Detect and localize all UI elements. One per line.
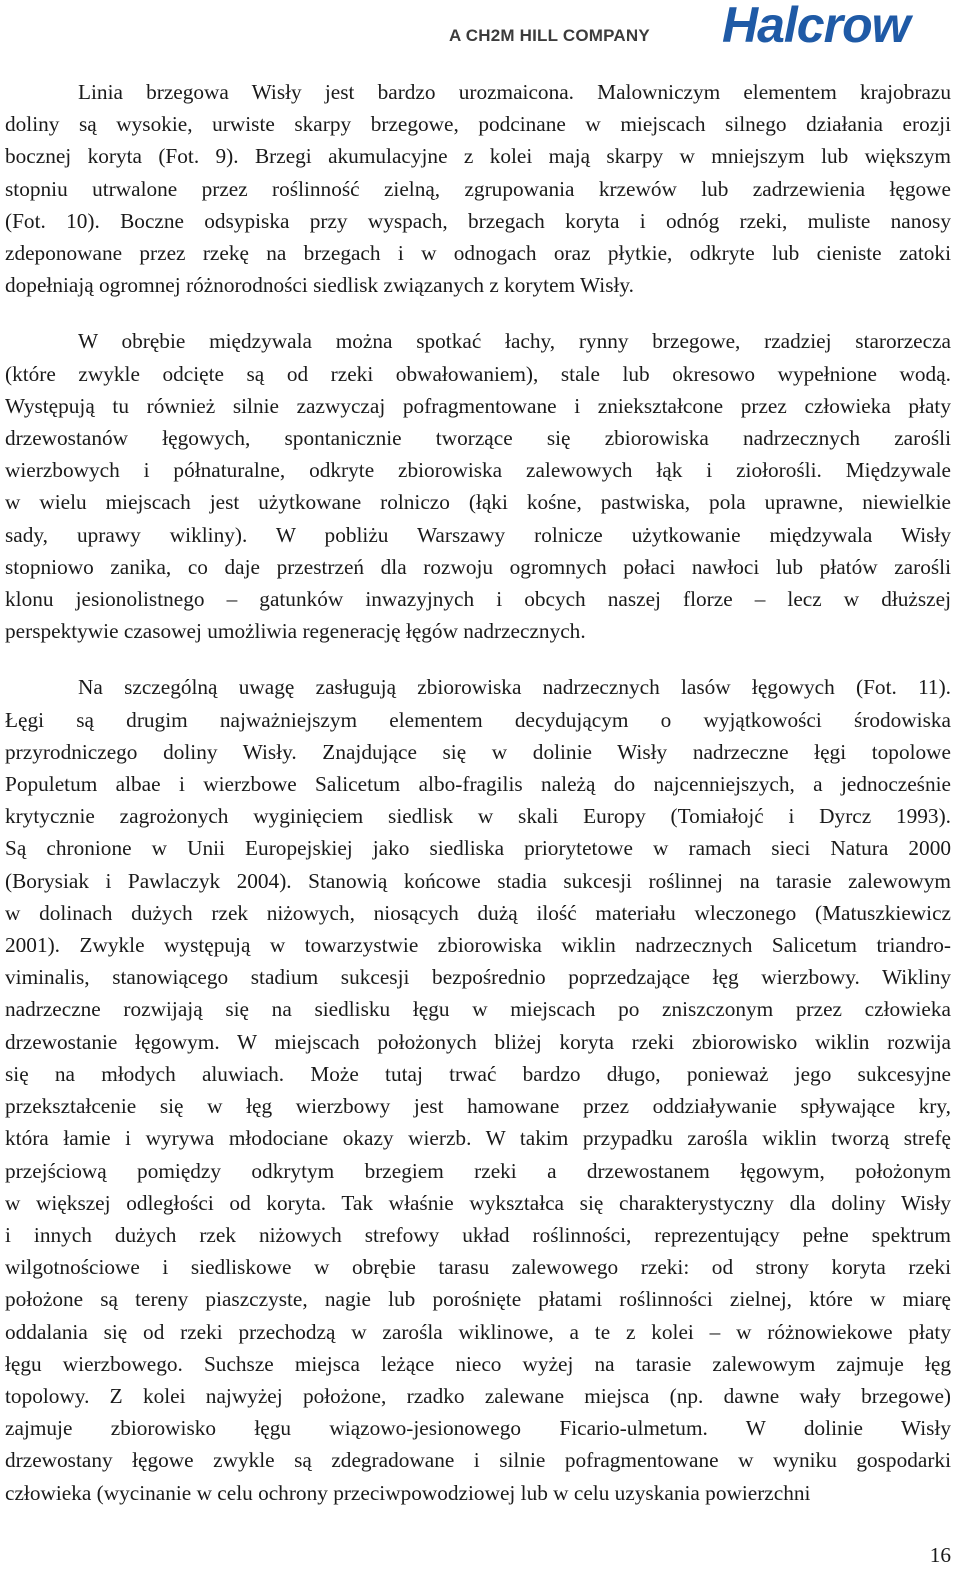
text-line: Na szczególną uwagę zasługują zbiorowiska nadrzecznych lasów łęgowych (Fot. 11). xyxy=(78,675,951,700)
text-line: perspektywie czasowej umożliwia regenerację łęgów nadrzecznych. xyxy=(5,619,586,644)
text-line: doliny są wysokie, urwiste skarpy brzegowe, podcinane w miejscach silnego działania erozji xyxy=(5,112,951,137)
text-line: bocznej koryta (Fot. 9). Brzegi akumulacyjne z kolei mają skarpy w mniejszym lub większym xyxy=(5,144,951,169)
text-line: przekształcenie się w łęg wierzbowy jest hamowane przez oddziaływanie spływające kry, xyxy=(5,1094,951,1119)
halcrow-logo: Halcrow xyxy=(722,0,910,53)
paragraph xyxy=(5,76,951,301)
text-line: viminalis, stanowiącego stadium sukcesji bezpośrednio poprzedzające łęg wierzbowy. Wikliny xyxy=(5,965,951,990)
text-line: która łamie i wyrywa młodociane okazy wierzb. W takim przypadku zarośla wiklin tworzą strefę xyxy=(5,1126,951,1151)
text-line: klonu jesionolistnego – gatunków inwazyjnych i obcych naszej florze – lecz w dłuższej xyxy=(5,587,951,612)
text-line: drzewostany łęgowe zwykle są zdegradowane i silnie pofragmentowane w wyniku gospodarki xyxy=(5,1448,951,1473)
text-line: dopełniają ogromnej różnorodności siedlisk związanych z korytem Wisły. xyxy=(5,273,635,298)
text-line: człowieka (wycinanie w celu ochrony przeciwpowodziowej lub w celu uzyskania powierzchni xyxy=(5,1480,811,1505)
document-body xyxy=(5,76,951,1509)
text-line: położone są tereny piaszczyste, nagie lub porośnięte płatami roślinności zielnej, które w miarę xyxy=(5,1287,951,1312)
text-line: i innych dużych rzek niżowych strefowy układ roślinności, reprezentujący pełne spektrum xyxy=(5,1222,951,1247)
text-line: wilgotnościowe i siedliskowe w obrębie tarasu zalewowego rzeki: od strony koryta rzeki xyxy=(5,1255,951,1280)
text-line: stopniowo zanika, co daje przestrzeń dla rozwoju ogromnych połaci nawłoci lub płatów zarośli xyxy=(5,554,951,579)
text-line: przejściową pomiędzy odkrytym brzegiem rzeki a drzewostanem łęgowym, położonym xyxy=(5,1158,951,1183)
text-line: drzewostanie łęgowym. W miejscach położonych bliżej koryta rzeki zbiorowisko wiklin rozwija xyxy=(5,1029,951,1054)
text-line: się na młodych aluwiach. Może tutaj trwać bardzo długo, ponieważ jego sukcesyjne xyxy=(5,1061,951,1086)
text-line: w wielu miejscach jest użytkowane rolniczo (łąki kośne, pastwiska, pola uprawne, niewielkie xyxy=(5,490,951,515)
paragraph xyxy=(5,671,951,1508)
text-line: topolowy. Z kolei najwyżej położone, rzadko zalewane miejsca (np. dawne wały brzegowe) xyxy=(5,1383,951,1408)
text-line: przyrodniczego doliny Wisły. Znajdujące się w dolinie Wisły nadrzeczne łęgi topolowe xyxy=(5,739,951,764)
text-line: zajmuje zbiorowisko łęgu wiązowo-jesionowego Ficario-ulmetum. W dolinie Wisły xyxy=(5,1416,951,1441)
company-tagline: A CH2M HILL COMPANY xyxy=(449,26,650,45)
text-line: sady, uprawy wikliny). W pobliżu Warszawy rolnicze użytkowanie międzywala Wisły xyxy=(5,522,951,547)
text-line: drzewostanów łęgowych, spontanicznie tworzące się zbiorowiska nadrzecznych zarośli xyxy=(5,426,951,451)
paragraph xyxy=(5,325,951,647)
text-line: oddalania się od rzeki przechodzą w zarośla wiklinowe, a te z kolei – w różnowiekowe płaty xyxy=(5,1319,951,1344)
paragraph-gap xyxy=(5,301,951,325)
text-line: Populetum albae i wierzbowe Salicetum albo-fragilis należą do najcenniejszych, a jednocześnie xyxy=(5,772,951,797)
text-line: Są chronione w Unii Europejskiej jako siedliska priorytetowe w ramach sieci Natura 2000 xyxy=(5,836,951,861)
text-line: (Borysiak i Pawlaczyk 2004). Stanowią końcowe stadia sukcesji roślinnej na tarasie zalewowym xyxy=(5,868,951,893)
text-line: w większej odległości od koryta. Tak właśnie wykształca się charakterystyczny dla doliny Wisły xyxy=(5,1190,951,1215)
text-line: nadrzeczne rozwijają się na siedlisku łęgu w miejscach po zniszczonym przez człowieka xyxy=(5,997,951,1022)
text-line: krytycznie zagrożonych wyginięciem siedlisk w skali Europy (Tomiałojć i Dyrcz 1993). xyxy=(5,804,951,829)
text-line: Łęgi są drugim najważniejszym elementem decydującym o wyjątkowości środowiska xyxy=(5,707,951,732)
text-line: w dolinach dużych rzek niżowych, niosących dużą ilość materiału wleczonego (Matuszkiewicz xyxy=(5,900,951,925)
text-line: Występują tu również silnie zazwyczaj pofragmentowane i zniekształcone przez człowieka płaty xyxy=(5,393,951,418)
text-line: 2001). Zwykle występują w towarzystwie zbiorowiska wiklin nadrzecznych Salicetum triandro- xyxy=(5,933,951,958)
text-line: Linia brzegowa Wisły jest bardzo urozmaicona. Malowniczym elementem krajobrazu xyxy=(78,80,951,104)
text-line: wierzbowych i półnaturalne, odkryte zbiorowiska zalewowych łąk i ziołorośli. Międzywale xyxy=(5,458,951,483)
paragraph-gap xyxy=(5,647,951,671)
text-line: (Fot. 10). Boczne odsypiska przy wyspach, brzegach koryta i odnóg rzeki, muliste nanosy xyxy=(5,208,951,233)
text-line: zdeponowane przez rzekę na brzegach i w odnogach oraz płytkie, odkryte lub cieniste zatoki xyxy=(5,241,951,266)
page-number: 16 xyxy=(929,1543,951,1567)
text-line: stopniu utrwalone przez roślinność zielną, zgrupowania krzewów lub zadrzewienia łęgowe xyxy=(5,176,951,201)
text-line: W obrębie międzywala można spotkać łachy, rynny brzegowe, rzadziej starorzecza xyxy=(78,329,951,354)
text-line: (które zwykle odcięte są od rzeki obwałowaniem), stale lub okresowo wypełnione wodą. xyxy=(5,361,951,386)
page-header xyxy=(0,0,960,60)
text-line: łęgu wierzbowego. Suchsze miejsca leżące nieco wyżej na tarasie zalewowym zajmuje łęg xyxy=(5,1351,951,1376)
